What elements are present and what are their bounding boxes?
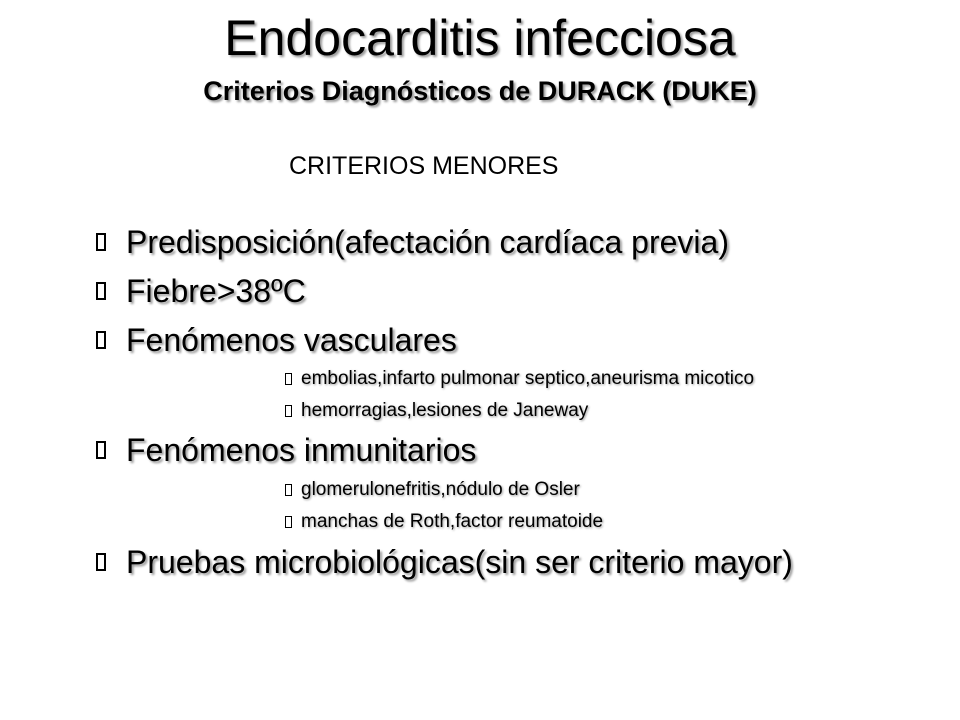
sub-list-item — [285, 398, 588, 424]
square-bullet-icon — [285, 516, 292, 528]
sub-list-item-text: hemorragias,lesiones de Janeway — [301, 400, 589, 421]
sub-list-item-text: glomerulonefritis,nódulo de Osler — [301, 479, 580, 500]
slide-title: Endocarditis infecciosa — [224, 10, 736, 66]
sub-list-item-text: embolias,infarto pulmonar septico,aneurisma micotico — [301, 368, 755, 389]
list-item — [96, 318, 457, 362]
list-item-text: Fenómenos inmunitarios — [126, 432, 477, 468]
square-bullet-icon — [96, 441, 106, 459]
list-item-text: Predisposición(afectación cardíaca previa) — [126, 224, 729, 260]
list-item — [96, 428, 476, 472]
sub-list-item — [285, 509, 603, 535]
square-bullet-icon — [285, 405, 292, 417]
list-item-text: Fiebre>38ºC — [126, 273, 306, 309]
list-item — [96, 220, 729, 264]
square-bullet-icon — [96, 553, 106, 571]
square-bullet-icon — [96, 331, 106, 349]
slide-subtitle: Criterios Diagnósticos de DURACK (DUKE) — [203, 76, 757, 106]
section-heading: CRITERIOS MENORES — [289, 152, 559, 180]
square-bullet-icon — [285, 373, 292, 385]
list-item — [96, 540, 793, 584]
sub-list-item-text: manchas de Roth,factor reumatoide — [301, 511, 604, 532]
square-bullet-icon — [96, 282, 106, 300]
list-item-text: Fenómenos vasculares — [126, 322, 457, 358]
sub-list-item — [285, 477, 580, 503]
square-bullet-icon — [96, 233, 106, 251]
square-bullet-icon — [285, 484, 292, 496]
list-item — [96, 269, 306, 313]
list-item-text: Pruebas microbiológicas(sin ser criterio mayor) — [126, 544, 793, 580]
sub-list-item — [285, 366, 754, 392]
